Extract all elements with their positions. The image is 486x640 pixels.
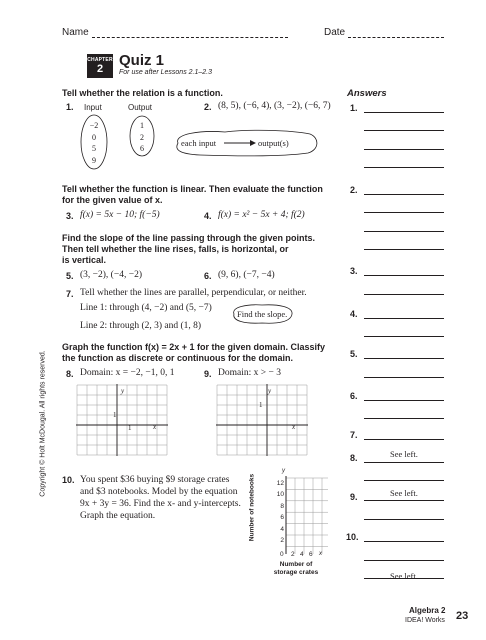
answer-4-line[interactable] xyxy=(364,336,444,337)
answer-1-line[interactable] xyxy=(364,149,444,150)
q10-y-letter: y xyxy=(282,468,285,474)
q2-text: (8, 5), (−6, 4), (3, −2), (−6, 7) xyxy=(218,101,331,111)
input-value: 0 xyxy=(92,132,96,142)
y-tick: 12 xyxy=(276,480,284,487)
page-number: 23 xyxy=(456,610,469,622)
q9-one-label: 1 xyxy=(259,401,263,409)
answer-9-number: 9. xyxy=(350,492,358,502)
answer-2-number: 2. xyxy=(350,185,358,195)
answer-3-number: 3. xyxy=(350,266,358,276)
answer-9-see-left: See left. xyxy=(390,488,418,498)
q8-one-label: 1 xyxy=(113,411,117,419)
answer-3-line[interactable] xyxy=(364,275,444,276)
answer-6-line[interactable] xyxy=(364,400,444,401)
answer-6-number: 6. xyxy=(350,391,358,401)
answer-10-number: 10. xyxy=(346,532,359,542)
q9-text: Domain: x > − 3 xyxy=(218,368,281,378)
q3-text: f(x) = 5x − 10; f(−5) xyxy=(80,210,160,220)
q1-input-label: Input xyxy=(84,103,102,112)
section3-instruction: Find the slope of the line passing through the given points. Then tell whether the line rises, falls, is horizontal, or is vertical. xyxy=(62,233,316,265)
quiz-subtitle: For use after Lessons 2.1–2.3 xyxy=(119,69,212,76)
q10-y-ticks xyxy=(274,478,284,546)
x-letter: x xyxy=(319,551,322,557)
q3-number: 3. xyxy=(66,211,74,221)
section1-instruction: Tell whether the relation is a function. xyxy=(62,88,223,98)
answer-8-line[interactable] xyxy=(364,462,444,463)
q7-line2: Line 2: through (2, 3) and (1, 8) xyxy=(80,321,202,331)
y-tick: 8 xyxy=(280,502,284,510)
section4-instruction: Graph the function f(x) = 2x + 1 for the given domain. Classify the function as discrete or continuous for the domain. xyxy=(62,342,326,363)
q7-text: Tell whether the lines are parallel, perpendicular, or neither. xyxy=(80,288,307,298)
q10-y-axis-label: Number of notebooks xyxy=(248,473,256,542)
answer-3-line[interactable] xyxy=(364,294,444,295)
answer-2-line[interactable] xyxy=(364,231,444,232)
q10-x-axis-label: Number of storage crates xyxy=(273,561,319,576)
y-tick: 10 xyxy=(276,491,284,499)
section2-instruction: Tell whether the function is linear. Then evaluate the function for the given value of x. xyxy=(62,184,323,205)
answer-6-line[interactable] xyxy=(364,418,444,419)
answer-9-line[interactable] xyxy=(364,519,444,520)
answer-5-line[interactable] xyxy=(364,377,444,378)
q4-text: f(x) = x² − 5x + 4; f(2) xyxy=(218,210,305,220)
x-tick: 4 xyxy=(300,551,304,558)
answer-1-line[interactable] xyxy=(364,167,444,168)
chapter-number: 2 xyxy=(96,63,104,75)
q5-text: (3, −2), (−4, −2) xyxy=(80,270,142,280)
quiz-title: Quiz 1 xyxy=(119,52,165,69)
answer-10-line[interactable] xyxy=(364,541,444,542)
answer-5-line[interactable] xyxy=(364,358,444,359)
answer-9-line[interactable] xyxy=(364,500,444,501)
q10-text: You spent $36 buying $9 storage crates and $3 notebooks. Model by the equation 9x + 3y = 36. Find the x- and y-intercepts. Graph the equation. xyxy=(80,475,241,521)
y-tick: 4 xyxy=(280,525,284,533)
q10-number: 10. xyxy=(62,475,75,485)
answer-7-number: 7. xyxy=(350,430,358,440)
answer-4-line[interactable] xyxy=(364,318,444,319)
q9-coordinate-grid[interactable] xyxy=(216,384,308,456)
x-tick: 2 xyxy=(291,551,295,558)
output-value: 6 xyxy=(140,144,144,153)
q9-y-label: y xyxy=(268,387,272,395)
q2-number: 2. xyxy=(204,102,212,112)
q7-line1: Line 1: through (4, −2) and (5, −7) xyxy=(80,303,212,313)
footer-book: Algebra 2 xyxy=(409,606,446,615)
answer-1-line[interactable] xyxy=(364,130,444,131)
q7-number: 7. xyxy=(66,289,74,299)
q8-one-label: 1 xyxy=(128,424,132,432)
date-label: Date xyxy=(324,27,346,38)
q9-number: 9. xyxy=(204,369,212,379)
footer-sub: IDEA! Works xyxy=(405,617,445,624)
date-field[interactable] xyxy=(348,37,444,38)
slope-bubble-text: Find the slope. xyxy=(237,309,288,319)
q1-number: 1. xyxy=(66,102,74,112)
name-field[interactable] xyxy=(92,37,288,38)
q6-number: 6. xyxy=(204,271,212,281)
name-label: Name xyxy=(62,27,89,38)
answer-2-line[interactable] xyxy=(364,249,444,250)
answer-8-number: 8. xyxy=(350,453,358,463)
q5-number: 5. xyxy=(66,271,74,281)
answer-7-line[interactable] xyxy=(364,439,444,440)
arrow-icon xyxy=(250,140,256,146)
q9-x-label: x xyxy=(292,423,296,431)
answer-10-see-left: See left. xyxy=(390,571,418,581)
x-tick: 6 xyxy=(309,551,313,558)
answer-4-number: 4. xyxy=(350,309,358,319)
bubble-text-right: output(s) xyxy=(258,138,289,148)
answer-8-see-left: See left. xyxy=(390,449,418,459)
q8-number: 8. xyxy=(66,369,74,379)
answer-8-line[interactable] xyxy=(364,480,444,481)
answer-10-line[interactable] xyxy=(364,560,444,561)
output-value: 1 xyxy=(140,121,144,130)
x-tick: 0 xyxy=(280,551,284,558)
header xyxy=(0,0,486,40)
answer-5-number: 5. xyxy=(350,349,358,359)
q8-x-label: x xyxy=(153,423,157,431)
q1-output-label: Output xyxy=(128,103,153,112)
q6-text: (9, 6), (−7, −4) xyxy=(218,270,275,280)
bubble-text-left: each input xyxy=(181,138,217,148)
output-value: 2 xyxy=(140,132,144,142)
answer-2-line[interactable] xyxy=(364,194,444,195)
answers-heading: Answers xyxy=(347,88,387,99)
input-value: −2 xyxy=(89,121,99,130)
q8-text: Domain: x = −2, −1, 0, 1 xyxy=(80,368,175,378)
answer-2-line[interactable] xyxy=(364,212,444,213)
answer-1-number: 1. xyxy=(350,103,358,113)
chapter-label: CHAPTER xyxy=(87,57,113,63)
input-value: 5 xyxy=(92,144,96,153)
q8-y-label: y xyxy=(121,387,125,395)
copyright: Copyright © Holt McDougal. All rights reserved. xyxy=(39,350,47,497)
y-tick: 2 xyxy=(280,537,284,545)
answer-1-line[interactable] xyxy=(364,112,444,113)
input-value: 9 xyxy=(92,155,96,165)
y-tick: 6 xyxy=(280,514,284,522)
chapter-badge xyxy=(87,54,113,78)
q4-number: 4. xyxy=(204,211,212,221)
